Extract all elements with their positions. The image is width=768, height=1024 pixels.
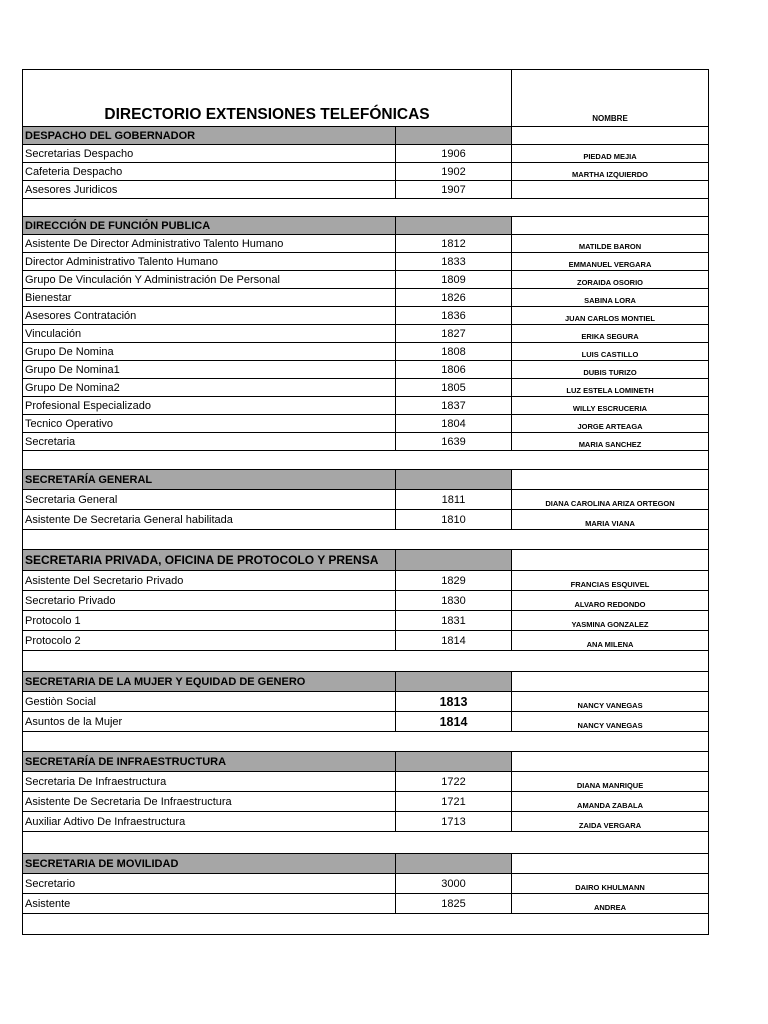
table-row bbox=[23, 631, 709, 651]
spacer-row bbox=[23, 451, 709, 470]
table-row bbox=[23, 692, 709, 712]
table-row bbox=[23, 415, 709, 433]
table-row bbox=[23, 812, 709, 832]
row-label: Asistente De Secretaria General habilitada bbox=[23, 510, 396, 530]
row-label: Protocolo 2 bbox=[23, 631, 396, 651]
row-name: ANDREA bbox=[512, 894, 709, 914]
section-title: DIRECCIÓN DE FUNCIÓN PUBLICA bbox=[23, 217, 396, 235]
row-name: ZORAIDA OSORIO bbox=[512, 271, 709, 289]
row-label: Secretario bbox=[23, 874, 396, 894]
row-name: WILLY ESCRUCERIA bbox=[512, 397, 709, 415]
row-name: JORGE ARTEAGA bbox=[512, 415, 709, 433]
row-extension: 1831 bbox=[396, 611, 512, 631]
section-header bbox=[23, 127, 709, 145]
table-row bbox=[23, 145, 709, 163]
row-label: Asistente De Director Administrativo Talento Humano bbox=[23, 235, 396, 253]
row-extension: 1809 bbox=[396, 271, 512, 289]
row-label: Cafeteria Despacho bbox=[23, 163, 396, 181]
row-name: MATILDE BARON bbox=[512, 235, 709, 253]
section-name-cell bbox=[512, 672, 709, 692]
row-extension: 1829 bbox=[396, 571, 512, 591]
spacer-row bbox=[23, 651, 709, 672]
row-label: Asistente bbox=[23, 894, 396, 914]
row-name: MARIA SANCHEZ bbox=[512, 433, 709, 451]
row-extension: 1826 bbox=[396, 289, 512, 307]
row-extension: 1814 bbox=[396, 631, 512, 651]
spacer-row bbox=[23, 530, 709, 550]
table-row bbox=[23, 433, 709, 451]
row-extension: 1721 bbox=[396, 792, 512, 812]
row-name: NANCY VANEGAS bbox=[512, 692, 709, 712]
section-name-cell bbox=[512, 752, 709, 772]
table-row bbox=[23, 894, 709, 914]
row-extension: 1805 bbox=[396, 379, 512, 397]
row-name: YASMINA GONZALEZ bbox=[512, 611, 709, 631]
row-label: Auxiliar Adtivo De Infraestructura bbox=[23, 812, 396, 832]
row-label: Asuntos de la Mujer bbox=[23, 712, 396, 732]
row-extension: 1810 bbox=[396, 510, 512, 530]
table-row bbox=[23, 361, 709, 379]
section-ext-cell bbox=[396, 217, 512, 235]
page-title: DIRECTORIO EXTENSIONES TELEFÓNICAS bbox=[23, 70, 512, 127]
section-title: SECRETARÍA DE INFRAESTRUCTURA bbox=[23, 752, 396, 772]
row-label: Protocolo 1 bbox=[23, 611, 396, 631]
row-label: Profesional Especializado bbox=[23, 397, 396, 415]
table-row bbox=[23, 772, 709, 792]
row-name: JUAN CARLOS MONTIEL bbox=[512, 307, 709, 325]
row-label: Grupo De Nomina bbox=[23, 343, 396, 361]
directory-table bbox=[22, 69, 709, 935]
row-name: ZAIDA VERGARA bbox=[512, 812, 709, 832]
row-label: Gestiòn Social bbox=[23, 692, 396, 712]
row-name: AMANDA ZABALA bbox=[512, 792, 709, 812]
table-row bbox=[23, 510, 709, 530]
row-label: Asesores Contratación bbox=[23, 307, 396, 325]
section-header bbox=[23, 470, 709, 490]
table-row bbox=[23, 343, 709, 361]
section-title: DESPACHO DEL GOBERNADOR bbox=[23, 127, 396, 145]
section-name-cell bbox=[512, 550, 709, 571]
section-title: SECRETARIA PRIVADA, OFICINA DE PROTOCOLO Y PRENSA bbox=[23, 550, 396, 571]
row-extension: 1825 bbox=[396, 894, 512, 914]
row-name: LUZ ESTELA LOMINETH bbox=[512, 379, 709, 397]
row-label: Director Administrativo Talento Humano bbox=[23, 253, 396, 271]
section-header bbox=[23, 217, 709, 235]
row-name bbox=[512, 181, 709, 199]
table-row bbox=[23, 490, 709, 510]
row-name: NANCY VANEGAS bbox=[512, 712, 709, 732]
row-name: DUBIS TURIZO bbox=[512, 361, 709, 379]
row-extension: 3000 bbox=[396, 874, 512, 894]
table-row bbox=[23, 289, 709, 307]
row-name: LUIS CASTILLO bbox=[512, 343, 709, 361]
row-label: Secretarias Despacho bbox=[23, 145, 396, 163]
row-extension: 1811 bbox=[396, 490, 512, 510]
section-title: SECRETARÍA GENERAL bbox=[23, 470, 396, 490]
row-name: PIEDAD MEJIA bbox=[512, 145, 709, 163]
spacer-row bbox=[23, 199, 709, 217]
row-name: SABINA LORA bbox=[512, 289, 709, 307]
table-row bbox=[23, 874, 709, 894]
table-row bbox=[23, 397, 709, 415]
table-row bbox=[23, 379, 709, 397]
row-extension: 1827 bbox=[396, 325, 512, 343]
table-row bbox=[23, 325, 709, 343]
table-row bbox=[23, 181, 709, 199]
row-name: ALVARO REDONDO bbox=[512, 591, 709, 611]
row-label: Secretaria General bbox=[23, 490, 396, 510]
row-label: Secretario Privado bbox=[23, 591, 396, 611]
table-row bbox=[23, 591, 709, 611]
section-header bbox=[23, 854, 709, 874]
spacer-row bbox=[23, 832, 709, 854]
row-name: MARIA VIANA bbox=[512, 510, 709, 530]
row-label: Tecnico Operativo bbox=[23, 415, 396, 433]
row-extension: 1639 bbox=[396, 433, 512, 451]
table-row bbox=[23, 163, 709, 181]
row-label: Bienestar bbox=[23, 289, 396, 307]
row-name: MARTHA IZQUIERDO bbox=[512, 163, 709, 181]
table-row bbox=[23, 712, 709, 732]
section-name-cell bbox=[512, 854, 709, 874]
name-column-header: NOMBRE bbox=[512, 70, 709, 127]
row-name: DIANA CAROLINA ARIZA ORTEGON bbox=[512, 490, 709, 510]
section-name-cell bbox=[512, 217, 709, 235]
row-name: DIANA MANRIQUE bbox=[512, 772, 709, 792]
section-title: SECRETARIA DE MOVILIDAD bbox=[23, 854, 396, 874]
table-row bbox=[23, 253, 709, 271]
row-name: ANA MILENA bbox=[512, 631, 709, 651]
section-ext-cell bbox=[396, 550, 512, 571]
table-row bbox=[23, 235, 709, 253]
row-extension: 1812 bbox=[396, 235, 512, 253]
row-extension: 1808 bbox=[396, 343, 512, 361]
row-extension: 1814 bbox=[396, 712, 512, 732]
row-extension: 1833 bbox=[396, 253, 512, 271]
section-header bbox=[23, 672, 709, 692]
section-header bbox=[23, 752, 709, 772]
row-label: Asistente Del Secretario Privado bbox=[23, 571, 396, 591]
section-name-cell bbox=[512, 127, 709, 145]
row-label: Grupo De Nomina2 bbox=[23, 379, 396, 397]
row-extension: 1713 bbox=[396, 812, 512, 832]
row-name: FRANCIAS ESQUIVEL bbox=[512, 571, 709, 591]
section-title: SECRETARIA DE LA MUJER Y EQUIDAD DE GENERO bbox=[23, 672, 396, 692]
row-extension: 1837 bbox=[396, 397, 512, 415]
row-label: Secretaria De Infraestructura bbox=[23, 772, 396, 792]
row-label: Asesores Juridicos bbox=[23, 181, 396, 199]
row-name: EMMANUEL VERGARA bbox=[512, 253, 709, 271]
row-extension: 1804 bbox=[396, 415, 512, 433]
row-extension: 1813 bbox=[396, 692, 512, 712]
row-extension: 1806 bbox=[396, 361, 512, 379]
section-ext-cell bbox=[396, 470, 512, 490]
spacer-row bbox=[23, 732, 709, 752]
row-extension: 1902 bbox=[396, 163, 512, 181]
section-ext-cell bbox=[396, 127, 512, 145]
table-row bbox=[23, 611, 709, 631]
row-label: Grupo De Nomina1 bbox=[23, 361, 396, 379]
row-extension: 1906 bbox=[396, 145, 512, 163]
table-row bbox=[23, 792, 709, 812]
row-label: Asistente De Secretaria De Infraestructura bbox=[23, 792, 396, 812]
section-ext-cell bbox=[396, 752, 512, 772]
row-extension: 1722 bbox=[396, 772, 512, 792]
row-label: Grupo De Vinculación Y Administración De Personal bbox=[23, 271, 396, 289]
table-row bbox=[23, 271, 709, 289]
row-extension: 1836 bbox=[396, 307, 512, 325]
spacer-row bbox=[23, 914, 709, 935]
table-row bbox=[23, 307, 709, 325]
section-header bbox=[23, 550, 709, 571]
row-name: ERIKA SEGURA bbox=[512, 325, 709, 343]
title-row bbox=[23, 70, 709, 127]
row-extension: 1907 bbox=[396, 181, 512, 199]
section-name-cell bbox=[512, 470, 709, 490]
row-label: Secretaria bbox=[23, 433, 396, 451]
section-ext-cell bbox=[396, 854, 512, 874]
row-label: Vinculación bbox=[23, 325, 396, 343]
row-extension: 1830 bbox=[396, 591, 512, 611]
section-ext-cell bbox=[396, 672, 512, 692]
table-row bbox=[23, 571, 709, 591]
row-name: DAIRO KHULMANN bbox=[512, 874, 709, 894]
